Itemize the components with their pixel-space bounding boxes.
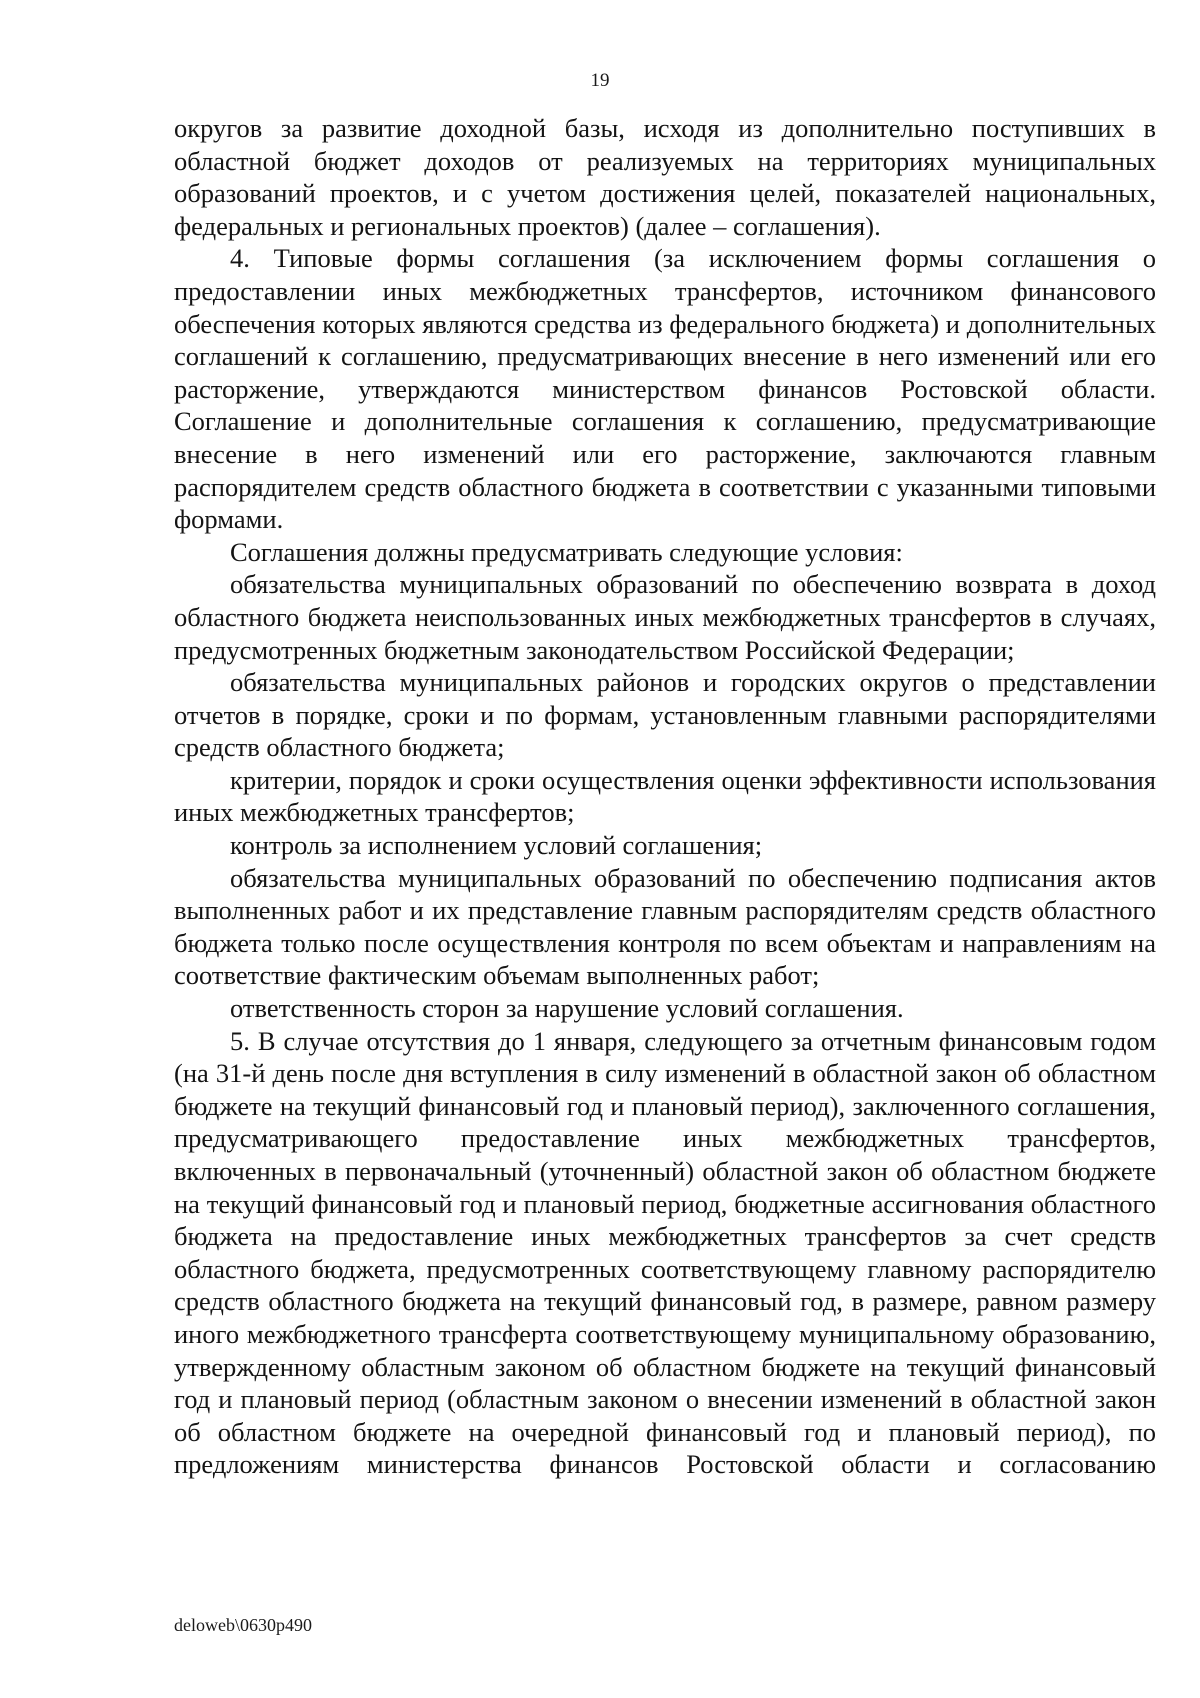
document-footer-code: deloweb\0630p490 — [174, 1615, 312, 1635]
paragraph-condition-return: обязательства муниципальных образований по обеспечению возврата в доход областного бюджета неиспользованных иных межбюджетных трансфертов в случаях, предусмотренных бюджетным законодательством Российской Федерации; — [174, 569, 1156, 665]
paragraph-condition-criteria: критерии, порядок и сроки осуществления оценки эффективности использования иных межбюджетных трансфертов; — [174, 764, 1156, 828]
document-body — [174, 112, 1156, 1481]
paragraph-clause-5: 5. В случае отсутствия до 1 января, следующего за отчетным финансовым годом (на 31-й день после дня вступления в силу изменений в областной закон об областном бюджете на текущий финансовый год и плановый период), заключенного соглашения, предусматривающего предоставление иных межбюджетных трансфертов, включенных в первоначальный (уточненный) областной закон об областном бюджете на текущий финансовый год и плановый период, бюджетные ассигнования областного бюджета на предоставление иных межбюджетных трансфертов за счет средств областного бюджета, предусмотренных соответствующему главному распорядителю средств областного бюджета на текущий финансовый год, в размере, равном размеру иного межбюджетного трансферта соответствующему муниципальному образованию, утвержденному областным законом об областном бюджете на текущий финансовый год и плановый период (областным законом о внесении изменений в областной закон об областном бюджете на очередной финансовый год и плановый период), по предложениям министерства финансов Ростовской области и согласованию — [174, 1025, 1156, 1480]
paragraph-continuation: округов за развитие доходной базы, исходя из дополнительно поступивших в областной бюджет доходов от реализуемых на территориях муниципальных образований проектов, и с учетом достижения целей, показателей национальных, федеральных и региональных проектов) (далее – соглашения). — [174, 113, 1156, 241]
paragraph-condition-control: контроль за исполнением условий соглашения; — [230, 830, 763, 861]
paragraph-condition-liability: ответственность сторон за нарушение условий соглашения. — [230, 993, 904, 1024]
paragraph-condition-acts: обязательства муниципальных образований по обеспечению подписания актов выполненных работ и их представление главным распорядителям средств областного бюджета только после осуществления контроля по всем объектам и направлениям на соответствие фактическим объемам выполненных работ; — [174, 862, 1156, 991]
page-number: 19 — [590, 70, 610, 91]
paragraph-conditions-intro: Соглашения должны предусматривать следующие условия: — [230, 536, 903, 567]
paragraph-condition-reports: обязательства муниципальных районов и городских округов о представлении отчетов в порядке, сроки и по формам, установленным главными распорядителями средств областного бюджета; — [174, 667, 1156, 763]
paragraph-clause-4: 4. Типовые формы соглашения (за исключением формы соглашения о предоставлении иных межбюджетных трансфертов, источником финансового обеспечения которых являются средства из федерального бюджета) и дополнительных соглашений к соглашению, предусматривающих внесение в него изменений или его расторжение, утверждаются министерством финансов Ростовской области. Соглашение и дополнительные соглашения к соглашению, предусматривающие внесение в него изменений или его расторжение, заключаются главным распорядителем средств областного бюджета в соответствии с указанными типовыми формами. — [174, 243, 1156, 535]
